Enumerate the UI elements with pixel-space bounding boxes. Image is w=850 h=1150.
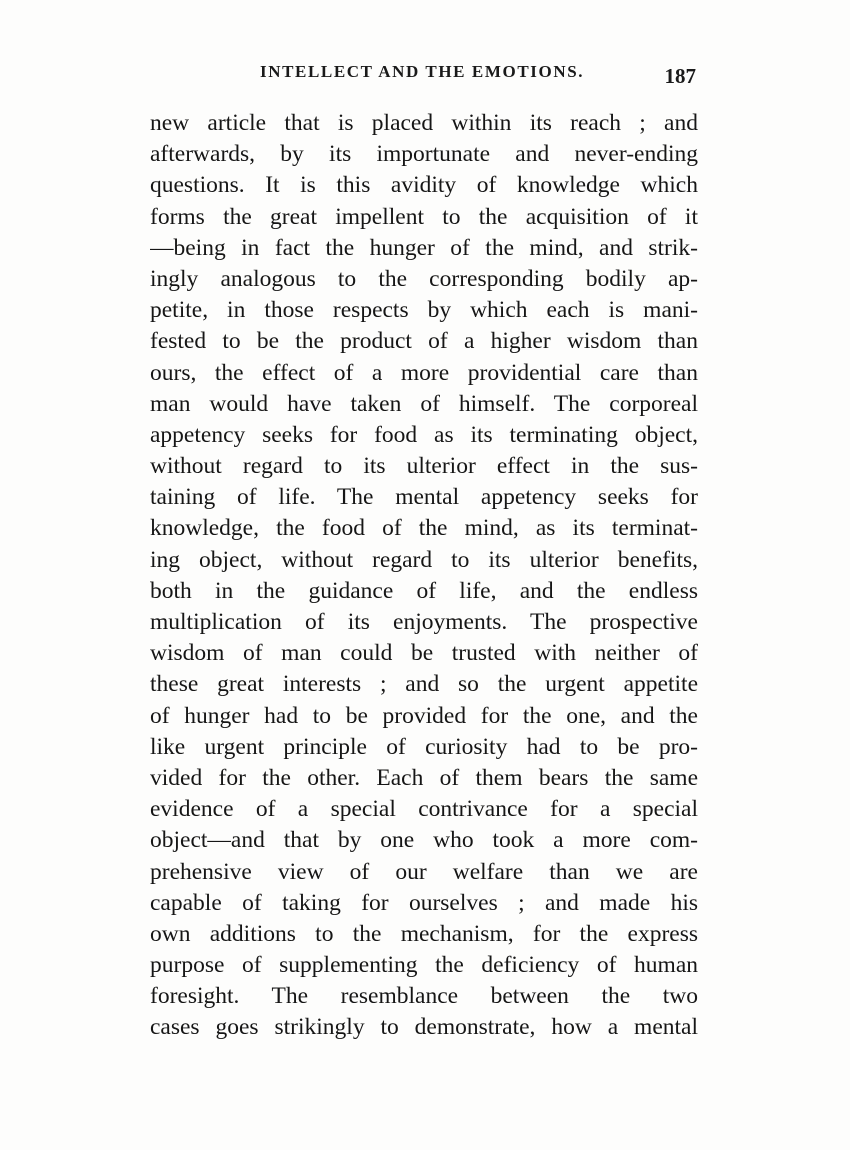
text-line: multiplication of its enjoyments. The prospective bbox=[150, 609, 698, 635]
text-line: new article that is placed within its reach ; and bbox=[150, 110, 698, 136]
text-line: knowledge, the food of the mind, as its terminat- bbox=[150, 515, 698, 542]
text-line: appetency seeks for food as its terminating object, bbox=[150, 421, 698, 448]
text-line: capable of taking for ourselves ; and made his bbox=[150, 889, 698, 916]
text-line: wisdom of man could be trusted with neither of bbox=[150, 640, 698, 667]
text-line: object—and that by one who took a more com- bbox=[150, 827, 698, 854]
running-title: INTELLECT AND THE EMOTIONS. bbox=[260, 62, 585, 81]
text-line: ours, the effect of a more providential care than bbox=[150, 359, 698, 386]
text-line: afterwards, by its importunate and never-ending bbox=[150, 141, 698, 168]
text-line: taining of life. The mental appetency seeks for bbox=[150, 484, 698, 511]
text-line: without regard to its ulterior effect in the sus- bbox=[150, 453, 698, 480]
text-line: evidence of a special contrivance for a special bbox=[150, 796, 698, 823]
text-line: of hunger had to be provided for the one, and the bbox=[150, 702, 698, 729]
page-number: 187 bbox=[664, 64, 696, 88]
text-line: purpose of supplementing the deficiency of human bbox=[150, 952, 698, 979]
text-line: own additions to the mechanism, for the express bbox=[150, 920, 698, 947]
text-line: prehensive view of our welfare than we are bbox=[150, 858, 698, 885]
text-line: —being in fact the hunger of the mind, and strik- bbox=[150, 234, 698, 261]
text-line: these great interests ; and so the urgent appetite bbox=[150, 671, 698, 698]
text-line: questions. It is this avidity of knowledge which bbox=[150, 172, 698, 199]
text-line: foresight. The resemblance between the two bbox=[150, 983, 698, 1010]
text-line: both in the guidance of life, and the endless bbox=[150, 577, 698, 604]
text-line: fested to be the product of a higher wisdom than bbox=[150, 328, 698, 355]
text-line: vided for the other. Each of them bears the same bbox=[150, 764, 698, 791]
text-line: forms the great impellent to the acquisition of it bbox=[150, 203, 698, 230]
text-line: like urgent principle of curiosity had to be pro- bbox=[150, 733, 698, 760]
text-line: cases goes strikingly to demonstrate, how a mental bbox=[150, 1014, 698, 1041]
text-line: ing object, without regard to its ulterior benefits, bbox=[150, 546, 698, 573]
text-line: petite, in those respects by which each is mani- bbox=[150, 297, 698, 324]
text-line: man would have taken of himself. The corporeal bbox=[150, 390, 698, 417]
page-header bbox=[150, 62, 700, 92]
body-text bbox=[150, 108, 698, 1044]
text-line: ingly analogous to the corresponding bodily ap- bbox=[150, 265, 698, 292]
